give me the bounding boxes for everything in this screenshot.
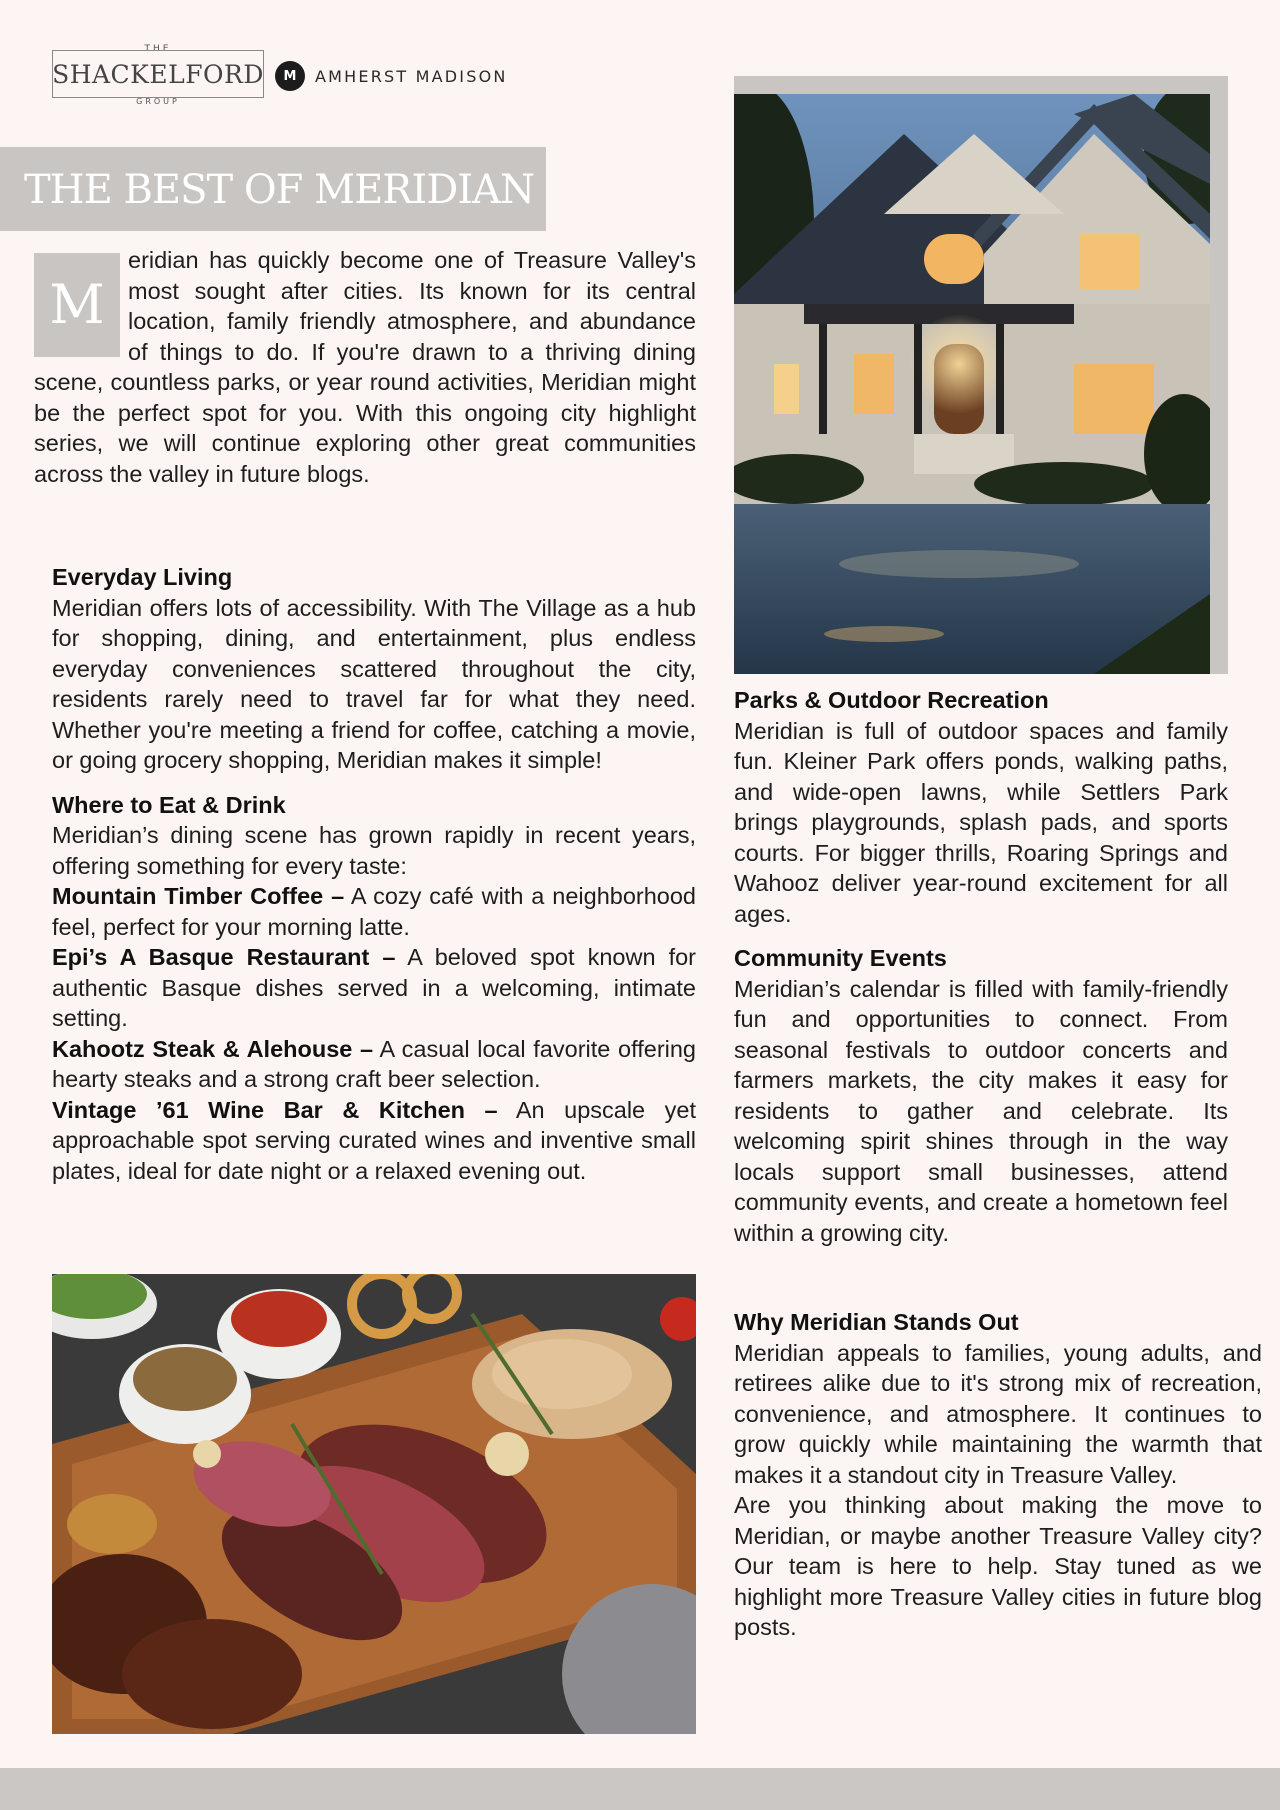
right-column <box>734 685 1228 1248</box>
why-meridian-body: Meridian appeals to families, young adults, and retirees alike due to it's strong mix of recreation, convenience, and atmosphere. It continues to grow quickly while maintaining the warmth that makes it a standout city in Treasure Valley. <box>734 1339 1262 1488</box>
restaurant-desc: An upscale yet approachable spot serving curated wines and inventive small plates, ideal for date night or a relaxed evening out. <box>52 1096 697 1184</box>
events-heading: Community Events <box>734 945 947 971</box>
amherst-madison-mark-icon: M <box>275 61 305 91</box>
restaurant-name: Vintage ’61 Wine Bar & Kitchen – <box>52 1096 498 1123</box>
restaurant-item <box>52 881 696 942</box>
parks-heading: Parks & Outdoor Recreation <box>734 687 1049 713</box>
house-photo <box>734 94 1210 674</box>
amherst-madison-wordmark: AMHERST MADISON <box>315 66 508 86</box>
house-photo-frame <box>734 76 1228 674</box>
parks-body: Meridian is full of outdoor spaces and family fun. Kleiner Park offers ponds, walking paths, and wide-open lawns, while Settlers Park brings playgrounds, splash pads, and sports courts. For bigger thrills, Roaring Springs and Wahooz deliver year-round excitement for all ages. <box>734 717 1228 927</box>
everyday-living-body: Meridian offers lots of accessibility. With The Village as a hub for shopping, dining, and entertainment, plus endless everyday conveniences scattered throughout the city, residents rarely need to travel far for what they need. Whether you're meeting a friend for coffee, catching a movie, or going grocery shopping, Meridian makes it simple! <box>52 594 696 773</box>
restaurant-desc: A beloved spot known for authentic Basque dishes served in a welcoming, intimate setting. <box>52 944 697 1031</box>
logo-group-text: GROUP <box>136 97 180 106</box>
food-photo <box>52 1274 696 1734</box>
restaurant-name: Mountain Timber Coffee – <box>52 883 345 909</box>
eat-drink-heading: Where to Eat & Drink <box>52 791 286 818</box>
amherst-madison-logo <box>275 60 508 92</box>
restaurant-item <box>52 1034 696 1095</box>
shackelford-group-logo <box>52 44 264 106</box>
closing-paragraph: Are you thinking about making the move to Meridian, or maybe another Treasure Valley city? Our team is here to help. Stay tuned as we highlight more Treasure Valley cities in future blog posts. <box>734 1492 1262 1640</box>
dropcap: M <box>34 253 120 357</box>
page-title: THE BEST OF MERIDIAN <box>24 167 534 213</box>
restaurant-name: Kahootz Steak & Alehouse – <box>52 1035 374 1062</box>
intro-section <box>34 245 696 489</box>
why-meridian-heading: Why Meridian Stands Out <box>734 1309 1019 1335</box>
eat-drink-body: Meridian’s dining scene has grown rapidly in recent years, offering something for every taste: <box>52 822 696 879</box>
footer-bar <box>0 1768 1280 1810</box>
logo-name-text: SHACKELFORD <box>52 60 264 89</box>
restaurant-desc: A cozy café with a neighborhood feel, perfect for your morning latte. <box>52 883 697 940</box>
events-body: Meridian’s calendar is filled with family-friendly fun and opportunities to connect. From seasonal festivals to outdoor concerts and farmers markets, the city makes it easy for residents to gather and celebrate. Its welcoming spirit shines through in the way locals support small businesses, attend community events, and create a hometown feel within a growing city. <box>734 975 1228 1246</box>
why-meridian-section <box>734 1307 1262 1643</box>
restaurant-desc: A casual local favorite offering hearty steaks and a strong craft beer selection. <box>52 1035 697 1092</box>
restaurant-item <box>52 1095 696 1187</box>
restaurant-item <box>52 942 696 1034</box>
left-column <box>52 562 696 1186</box>
everyday-living-heading: Everyday Living <box>52 564 233 590</box>
logo-the-text: THE <box>144 44 172 54</box>
intro-paragraph: eridian has quickly become one of Treasure Valley's most sought after cities. Its known for its central location, family friendly atmosphere, and abundance of things to do. If you're drawn to a thriving dining scene, countless parks, or year round activities, Meridian might be the perfect spot for you. With this ongoing city highlight series, we will continue exploring other great communities across the valley in future blogs. <box>34 247 696 487</box>
restaurant-name: Epi’s A Basque Restaurant – <box>52 944 396 970</box>
title-banner <box>0 147 546 231</box>
